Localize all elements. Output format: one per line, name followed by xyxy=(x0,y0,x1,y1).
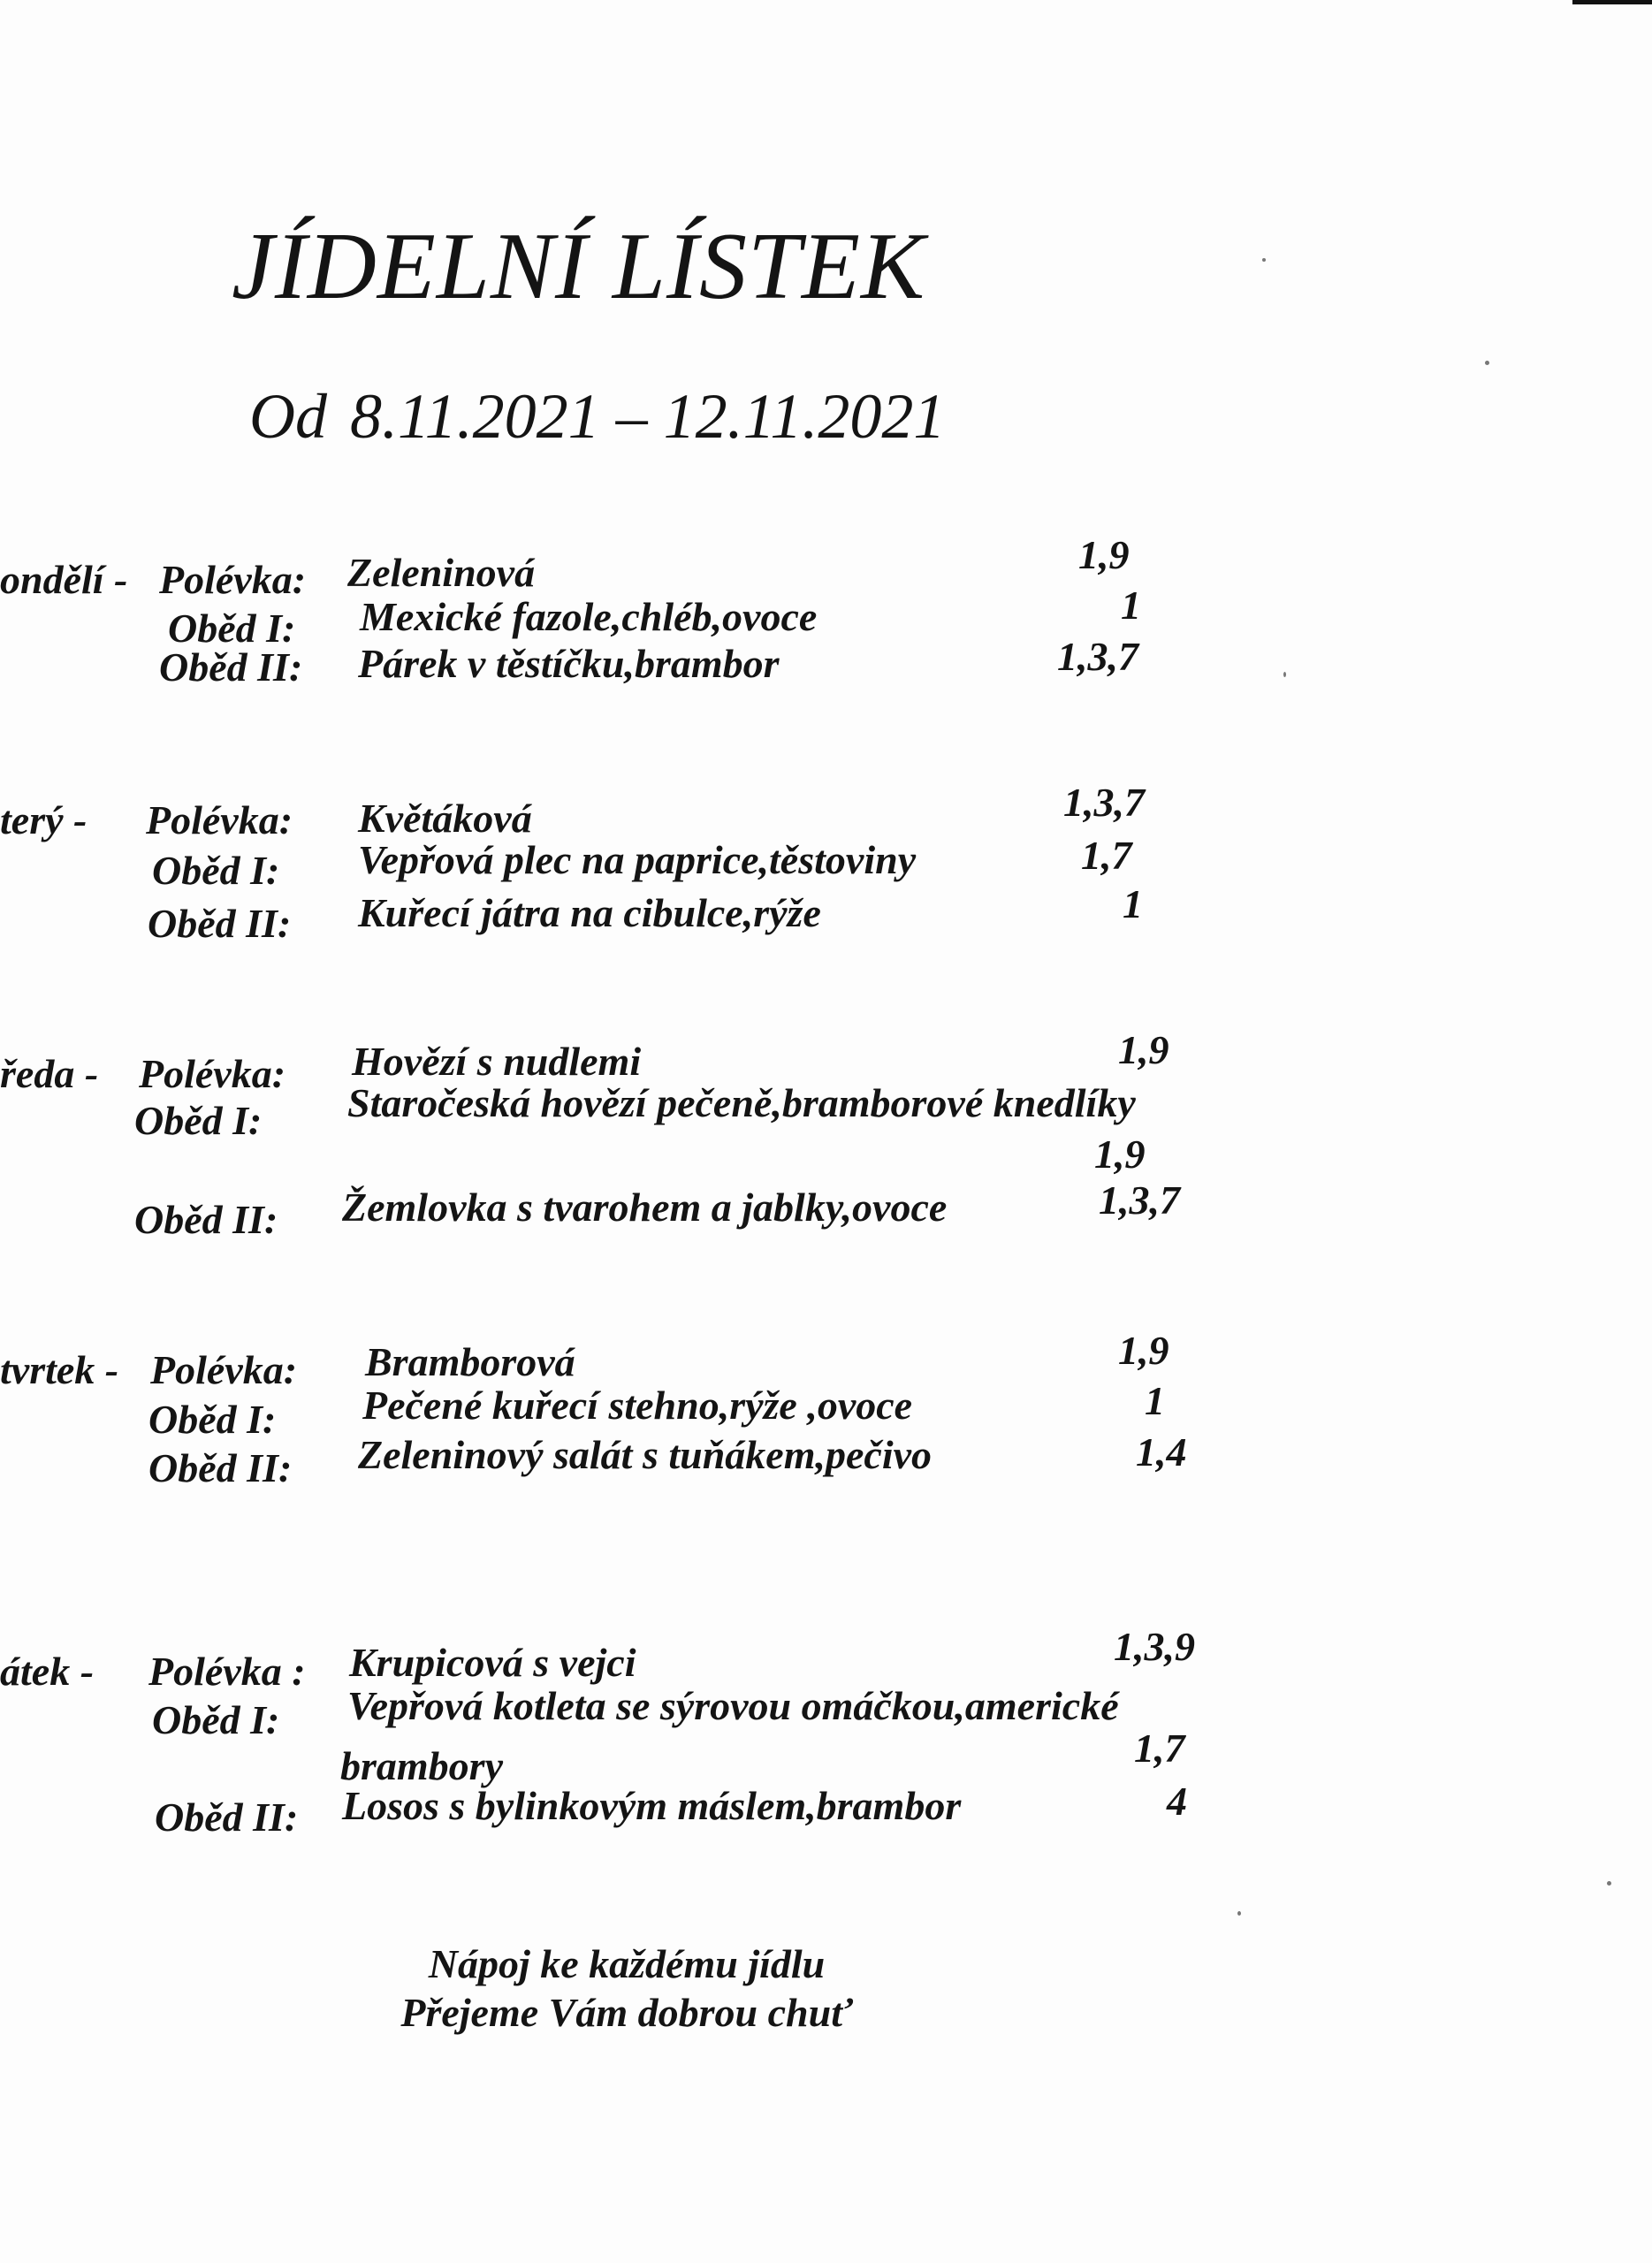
dish-name: Staročeská hovězí pečeně,bramborové knedlíky xyxy=(347,1080,1136,1125)
course-label: Polévka: xyxy=(146,797,293,842)
allergens: 1,9 xyxy=(1078,532,1130,577)
course-label: Oběd I: xyxy=(152,848,280,893)
course-label: Oběd II: xyxy=(148,901,292,946)
dish-name: Vepřová plec na paprice,těstoviny xyxy=(358,837,917,882)
allergens: 1,3,9 xyxy=(1114,1624,1195,1669)
dish-name: Zeleninový salát s tuňákem,pečivo xyxy=(358,1432,933,1477)
scan-edge-mark xyxy=(1572,0,1652,4)
dish-name: Bramborová xyxy=(365,1339,575,1384)
footer-greeting: Přejeme Vám dobrou chuť xyxy=(400,1990,853,2035)
scan-speck xyxy=(1485,361,1489,365)
day-label: tvrtek - xyxy=(0,1347,119,1392)
scan-speck xyxy=(1262,258,1266,262)
dish-name: Mexické fazole,chléb,ovoce xyxy=(360,594,818,639)
day-label: átek - xyxy=(0,1649,95,1694)
date-prefix: Od xyxy=(249,381,327,452)
course-label: Oběd I: xyxy=(134,1098,263,1143)
scan-speck xyxy=(1237,1911,1241,1916)
dish-name: Hovězí s nudlemi xyxy=(352,1039,642,1084)
course-label: Polévka: xyxy=(150,1347,298,1392)
dish-name: Vepřová kotleta se sýrovou omáčkou,americké xyxy=(347,1683,1119,1728)
course-label: Oběd II: xyxy=(159,644,303,690)
dish-name: Žemlovka s tvarohem a jablky,ovoce xyxy=(342,1185,948,1230)
allergens: 1 xyxy=(1123,881,1143,926)
course-label: Oběd II: xyxy=(155,1794,299,1840)
dish-name: Květáková xyxy=(358,796,532,841)
scan-speck xyxy=(1283,672,1286,677)
day-label: ředa - xyxy=(0,1051,99,1096)
dish-name: Kuřecí játra na cibulce,rýže xyxy=(358,890,821,935)
day-label: ondělí - xyxy=(0,557,128,602)
allergens: 4 xyxy=(1167,1779,1187,1824)
course-label: Oběd II: xyxy=(148,1445,293,1490)
allergens: 1,9 xyxy=(1094,1132,1146,1177)
dish-name: Párek v těstíčku,brambor xyxy=(358,641,780,686)
allergens: 1,9 xyxy=(1118,1328,1169,1373)
allergens: 1,9 xyxy=(1118,1027,1169,1072)
allergens: 1 xyxy=(1121,583,1141,628)
course-label: Oběd I: xyxy=(148,1397,277,1442)
course-label: Oběd II: xyxy=(134,1197,278,1242)
allergens: 1,4 xyxy=(1136,1429,1187,1474)
dish-name: Krupicová s vejci xyxy=(349,1640,636,1685)
course-label: Oběd I: xyxy=(168,606,296,651)
course-label: Oběd I: xyxy=(152,1697,280,1742)
dish-name: Losos s bylinkovým máslem,brambor xyxy=(342,1783,962,1828)
dish-name-continued: brambory xyxy=(340,1743,503,1788)
course-label: Polévka : xyxy=(148,1649,306,1694)
page-title: JÍDELNÍ LÍSTEK xyxy=(232,214,926,319)
allergens: 1 xyxy=(1145,1378,1165,1423)
date-range xyxy=(249,380,945,453)
day-label: terý - xyxy=(0,797,88,842)
allergens: 1,3,7 xyxy=(1099,1177,1180,1223)
dish-name: Pečené kuřecí stehno,rýže ,ovoce xyxy=(362,1383,913,1428)
allergens: 1,7 xyxy=(1081,833,1132,878)
date-range-value: 8.11.2021 – 12.11.2021 xyxy=(350,381,946,452)
allergens: 1,3,7 xyxy=(1063,780,1145,825)
footer-drink-note: Nápoj ke každému jídlu xyxy=(428,1941,826,1986)
course-label: Polévka: xyxy=(139,1051,286,1096)
course-label: Polévka: xyxy=(159,557,307,602)
dish-name: Zeleninová xyxy=(347,550,536,595)
scan-speck xyxy=(1607,1881,1611,1886)
allergens: 1,7 xyxy=(1134,1726,1185,1771)
allergens: 1,3,7 xyxy=(1057,634,1138,679)
